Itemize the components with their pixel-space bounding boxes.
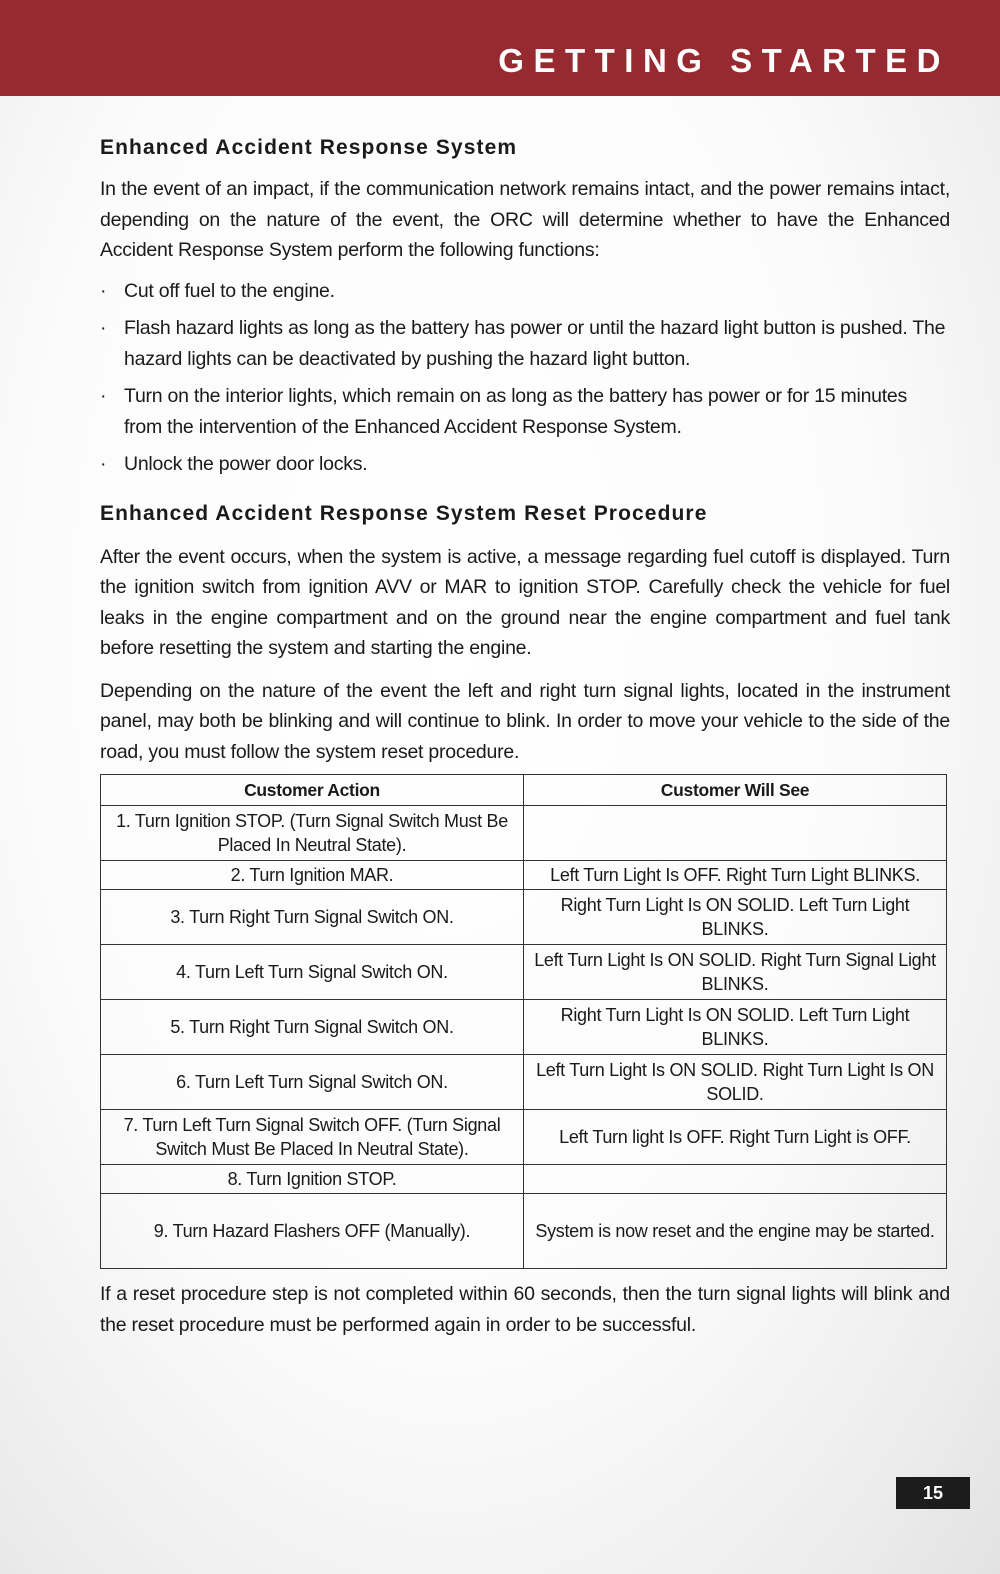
- result-cell: Left Turn light Is OFF. Right Turn Light is OFF.: [524, 1110, 947, 1165]
- result-cell: System is now reset and the engine may be started.: [524, 1194, 947, 1269]
- list-item-text: Cut off fuel to the engine.: [124, 279, 335, 302]
- result-cell: Left Turn Light Is ON SOLID. Right Turn Light Is ON SOLID.: [524, 1055, 947, 1110]
- list-item: [100, 313, 950, 374]
- action-cell: 4. Turn Left Turn Signal Switch ON.: [101, 945, 524, 1000]
- action-cell: 6. Turn Left Turn Signal Switch ON.: [101, 1055, 524, 1110]
- list-item: [100, 449, 950, 480]
- action-cell: 2. Turn Ignition MAR.: [101, 861, 524, 890]
- action-cell: 7. Turn Left Turn Signal Switch OFF. (Turn Signal Switch Must Be Placed In Neutral State).: [101, 1110, 524, 1165]
- action-cell: 9. Turn Hazard Flashers OFF (Manually).: [101, 1194, 524, 1269]
- table-row: [101, 890, 947, 945]
- bullet-icon: ·: [100, 279, 107, 302]
- result-cell: Right Turn Light Is ON SOLID. Left Turn Light BLINKS.: [524, 1000, 947, 1055]
- action-cell: 5. Turn Right Turn Signal Switch ON.: [101, 1000, 524, 1055]
- function-list: [100, 276, 950, 480]
- list-item-text: Unlock the power door locks.: [124, 453, 368, 475]
- action-cell: 8. Turn Ignition STOP.: [101, 1165, 524, 1194]
- list-item-text: Turn on the interior lights, which remain on as long as the battery has power or for 15 minutes from the intervention of the Enhanced Accident Response System.: [124, 385, 908, 438]
- table-row: [101, 1055, 947, 1110]
- reset-timeout-note: If a reset procedure step is not completed within 60 seconds, then the turn signal lights will blink and the reset procedure must be performed again in order to be successful.: [100, 1283, 950, 1336]
- column-header-see: Customer Will See: [524, 775, 947, 806]
- page-header-band: [0, 0, 1000, 96]
- page-content: [100, 136, 950, 1340]
- table-row: [101, 1110, 947, 1165]
- table-row: [101, 1194, 947, 1269]
- bullet-icon: ·: [100, 317, 107, 339]
- reset-paragraph-2: Depending on the nature of the event the left and right turn signal lights, located in the instrument panel, may both be blinking and will continue to blink. In order to move your vehicle to the side of the road, you must follow the system reset procedure.: [100, 679, 950, 763]
- result-cell: [524, 1165, 947, 1194]
- heading-accident-response: Enhanced Accident Response System: [100, 136, 518, 159]
- list-item: [100, 276, 950, 307]
- reset-procedure-table: [100, 774, 947, 1269]
- section-title: GETTING STARTED: [498, 42, 950, 79]
- table-row: [101, 1000, 947, 1055]
- column-header-action: Customer Action: [101, 775, 524, 806]
- table-row: [101, 806, 947, 861]
- bullet-icon: ·: [100, 453, 107, 475]
- list-item-text: Flash hazard lights as long as the battery has power or until the hazard light button is pushed. The hazard lights can be deactivated by pushing the hazard light button.: [124, 317, 946, 370]
- intro-paragraph: In the event of an impact, if the communication network remains intact, and the power remains intact, depending on the nature of the event, the ORC will determine whether to have the Enhanced Accident Response System perform the following functions:: [100, 178, 950, 261]
- bullet-icon: ·: [100, 385, 107, 407]
- table-header-row: [101, 775, 947, 806]
- result-cell: Left Turn Light Is ON SOLID. Right Turn Signal Light BLINKS.: [524, 945, 947, 1000]
- table-row: [101, 945, 947, 1000]
- table-row: [101, 861, 947, 890]
- result-cell: Right Turn Light Is ON SOLID. Left Turn Light BLINKS.: [524, 890, 947, 945]
- page-number: 15: [896, 1477, 970, 1509]
- heading-reset-procedure: Enhanced Accident Response System Reset Procedure: [100, 501, 708, 525]
- result-cell: Left Turn Light Is OFF. Right Turn Light BLINKS.: [524, 861, 947, 890]
- list-item: [100, 381, 950, 442]
- action-cell: 3. Turn Right Turn Signal Switch ON.: [101, 890, 524, 945]
- reset-paragraph-1: After the event occurs, when the system is active, a message regarding fuel cutoff is displayed. Turn the ignition switch from ignition AVV or MAR to ignition STOP. Carefully check the vehicle for fuel leaks in the engine compartment and on the ground near the engine compartment and fuel tank before resetting the system and starting the engine.: [100, 545, 950, 659]
- result-cell: [524, 806, 947, 861]
- table-row: [101, 1165, 947, 1194]
- action-cell: 1. Turn Ignition STOP. (Turn Signal Switch Must Be Placed In Neutral State).: [101, 806, 524, 861]
